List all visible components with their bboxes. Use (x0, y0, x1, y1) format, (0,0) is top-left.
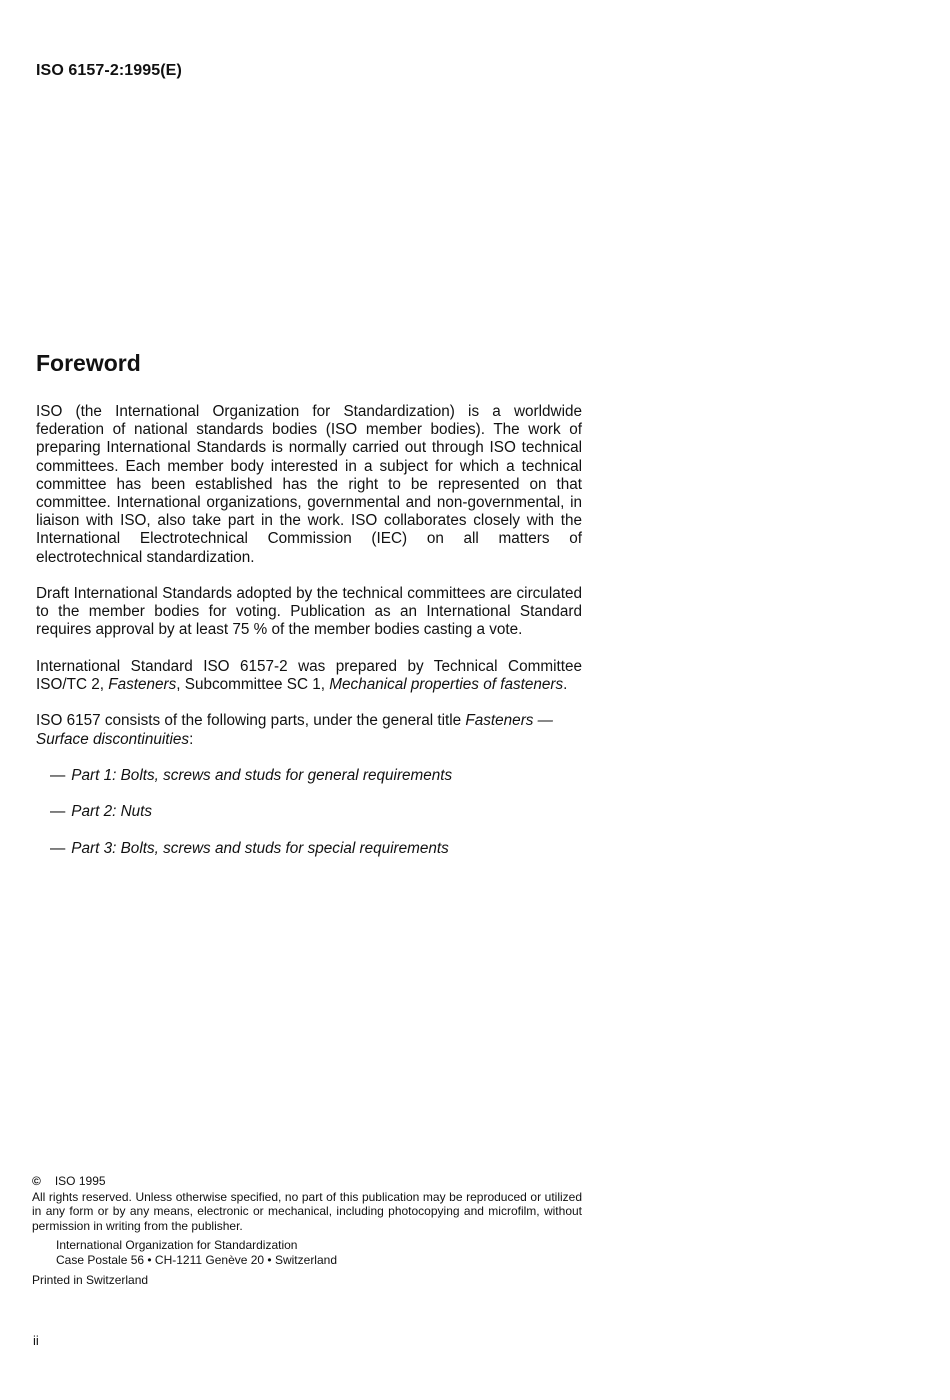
paragraph-4-text-b: : (189, 730, 194, 748)
publisher-address (56, 1238, 582, 1267)
part-label: Part 1: Bolts, screws and studs for general requirements (71, 766, 453, 784)
list-item (36, 840, 582, 858)
foreword-paragraph-1: ISO (the International Organization for Standardization) is a worldwide federation of national standards bodies (ISO member bodies). The work of preparing International Standards is normally carried out through ISO technical committees. Each member body interested in a subject for which a technical committee has been established has the right to be represented on that committee. International organizations, governmental and non-governmental, in liaison with ISO, also take part in the work. ISO collaborates closely with the International Electrotechnical Commission (IEC) on all matters of electrotechnical standardization. (36, 403, 582, 566)
subcommittee-name: Mechanical properties of fasteners (329, 676, 564, 694)
list-item (36, 803, 582, 821)
publisher-postal: Case Postale 56 • CH-1211 Genève 20 • Switzerland (56, 1252, 337, 1267)
copyright-line (32, 1174, 582, 1189)
paragraph-3-text-b: , Subcommittee SC 1, (176, 676, 330, 694)
list-dash: — (50, 803, 66, 821)
foreword-paragraph-4 (36, 712, 582, 748)
foreword-paragraph-2: Draft International Standards adopted by the technical committees are circulated to the member bodies for voting. Publication as an International Standard requires approval by at least 75 % of the member bodies casting a vote. (36, 585, 582, 639)
foreword-paragraph-3 (36, 658, 582, 694)
printed-location: Printed in Switzerland (32, 1273, 149, 1287)
copyright-icon: © (32, 1174, 41, 1188)
foreword-body (36, 403, 582, 876)
part-label: Part 2: Nuts (71, 803, 153, 821)
document-identifier: ISO 6157-2:1995(E) (36, 62, 182, 79)
foreword-heading: Foreword (36, 350, 141, 376)
copyright-block (32, 1174, 582, 1288)
committee-name: Fasteners (108, 676, 177, 694)
list-dash: — (50, 766, 66, 784)
page-number: ii (33, 1333, 39, 1348)
copyright-year: ISO 1995 (54, 1174, 106, 1188)
paragraph-4-text-a: ISO 6157 consists of the following parts, under the general title (36, 712, 466, 730)
paragraph-3-text-a: International Standard ISO 6157-2 was prepared by Technical Committee ISO/TC 2, (36, 657, 582, 694)
parts-list (36, 767, 582, 858)
list-item (36, 767, 582, 785)
paragraph-3-text-c: . (563, 676, 568, 694)
publisher-name: International Organization for Standardization (56, 1238, 298, 1252)
rights-statement: All rights reserved. Unless otherwise specified, no part of this publication may be reproduced or utilized in any form or by any means, electronic or mechanical, including photocopying and microfilm, without permission in writing from the publisher. (32, 1189, 582, 1233)
list-dash: — (50, 839, 66, 857)
part-label: Part 3: Bolts, screws and studs for special requirements (71, 839, 449, 857)
general-title: Fasteners — Surface discontinuities (36, 712, 553, 748)
